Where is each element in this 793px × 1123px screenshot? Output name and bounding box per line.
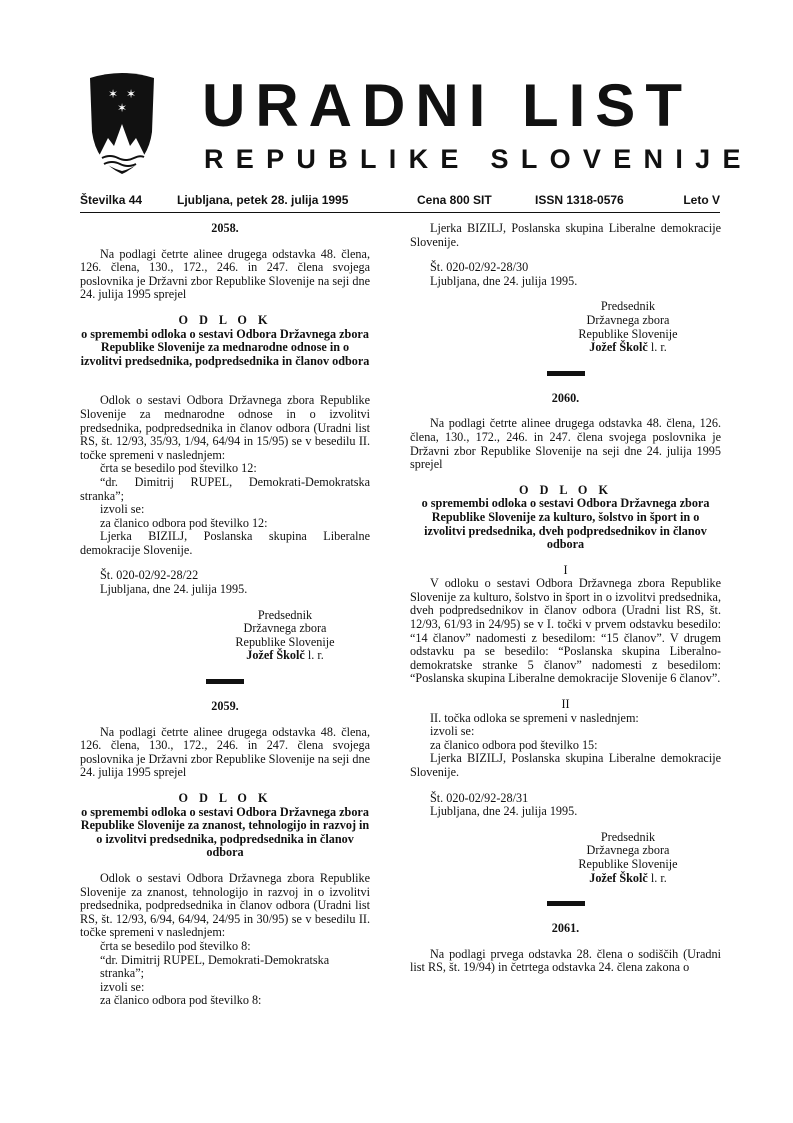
document-continuation: Ljerka BIZILJ, Poslanska skupina Liberalne demokracije Slovenije. bbox=[410, 221, 721, 249]
signature-state: Republike Slovenije bbox=[235, 634, 335, 649]
document-number: 2060. bbox=[551, 390, 580, 405]
issue-info-bar bbox=[80, 190, 720, 213]
document-line: za članico odbora pod številko 15: bbox=[430, 737, 598, 752]
document-heading: O D L O K bbox=[178, 791, 272, 805]
issue-number: Številka 44 bbox=[80, 193, 143, 207]
document-line: Ljerka BIZILJ, Poslanska skupina Liberalne demokracije Slovenije. bbox=[80, 529, 370, 557]
gazette-title: URADNI LIST bbox=[202, 72, 692, 139]
document-date: Ljubljana, dne 24. julija 1995. bbox=[430, 804, 578, 819]
document-body: Odlok o sestavi Odbora Državnega zbora Republike Slovenije za znanost, tehnologijo in razvoj in o izvolitvi predsednika, podpredsednika in članov odbora (Uradni list RS, št. 12/93, 6/94, 64/94, 24/95 in 30/95) se v besedilu II. točke spremeni v naslednjem: bbox=[80, 870, 370, 940]
document-title: o spremembi odloka o sestavi Odbora Državnega zbora Republike Slovenije za kulturo, šolstvo in šport in o izvolitvi predsednika, dveh podpredsednikov in članov odbora bbox=[421, 496, 710, 552]
signature-suffix: l. r. bbox=[647, 340, 667, 355]
document-line: “dr. Dimitrij RUPEL, Demokrati-Demokratska stranka”; bbox=[100, 952, 330, 981]
document-preamble: Na podlagi četrte alinee drugega odstavka 48. člena, 126. člena, 130., 172., 246. in 247. člena svojega poslovnika je Državni zbor Republike Slovenije na seji dne 24. julija 1995 sprejel bbox=[80, 246, 370, 302]
signature-state: Republike Slovenije bbox=[578, 326, 678, 341]
document-line: izvoli se: bbox=[430, 724, 475, 739]
issue-issn: ISSN 1318-0576 bbox=[535, 193, 624, 207]
issue-price: Cena 800 SIT bbox=[417, 193, 492, 207]
document-body: II. točka odloka se spremeni v naslednjem: bbox=[430, 710, 639, 725]
document-line: Ljerka BIZILJ, Poslanska skupina Liberalne demokracije Slovenije. bbox=[410, 751, 721, 779]
document-date: Ljubljana, dne 24. julija 1995. bbox=[430, 273, 578, 288]
document-body: Odlok o sestavi Odbora Državnega zbora Republike Slovenije za mednarodne odnose in o izvolitvi predsednika, podpredsednika in članov odbora (Uradni list RS, št. 12/93, 35/93, 1/94, 64/94 in 15/95) se v besedilu II. točke spremeni v naslednjem: bbox=[80, 393, 370, 462]
document-number: 2059. bbox=[211, 699, 239, 714]
gazette-subtitle: REPUBLIKE SLOVENIJE bbox=[204, 144, 753, 174]
svg-text:✶: ✶ bbox=[108, 87, 119, 101]
svg-text:✶: ✶ bbox=[126, 87, 137, 101]
issue-date: Ljubljana, petek 28. julija 1995 bbox=[177, 193, 349, 207]
issue-volume: Leto V bbox=[683, 193, 720, 207]
document-line: za članico odbora pod številko 8: bbox=[100, 993, 262, 1008]
left-column bbox=[80, 222, 370, 1008]
signature-suffix: l. r. bbox=[304, 648, 324, 663]
signature-block bbox=[80, 609, 370, 663]
signature-name-line bbox=[80, 649, 370, 663]
section-number: II bbox=[561, 697, 570, 712]
document-line: izvoli se: bbox=[100, 979, 145, 994]
document-line: črta se besedilo pod številko 8: bbox=[100, 938, 251, 953]
right-column bbox=[410, 222, 721, 975]
document-line: izvoli se: bbox=[100, 502, 145, 517]
document-title: o spremembi odloka o sestavi Odbora Državnega zbora Republike Slovenije za mednarodne odnose in o izvolitvi predsednika, podpredsednika in članov odbora bbox=[80, 326, 370, 368]
coat-of-arms-icon bbox=[88, 72, 156, 176]
document-reference: Št. 020-02/92-28/30 bbox=[430, 260, 529, 275]
document-line: črta se besedilo pod številko 12: bbox=[100, 461, 257, 476]
signature-block bbox=[410, 300, 721, 354]
document-title: o spremembi odloka o sestavi Odbora Državnega zbora Republike Slovenije za znanost, tehnologijo in razvoj in o izvolitvi predsednika, podpredsednika in članov odbora bbox=[80, 804, 370, 860]
document-preamble: Na podlagi četrte alinee drugega odstavka 48. člena, 126. člena, 130., 172., 246. in 247. člena svojega poslovnika je Državni zbor Republike Slovenije na seji dne 24. julija 1995 sprejel bbox=[410, 416, 721, 472]
signature-suffix: l. r. bbox=[647, 870, 667, 885]
document-date: Ljubljana, dne 24. julija 1995. bbox=[100, 582, 248, 597]
signature-name: Jožef Školč bbox=[589, 340, 648, 355]
signature-role: Predsednik bbox=[257, 607, 313, 622]
document-heading: O D L O K bbox=[178, 312, 272, 327]
document-number: 2061. bbox=[551, 921, 580, 936]
document-number: 2058. bbox=[211, 221, 239, 235]
document-heading: O D L O K bbox=[519, 482, 612, 497]
document-line: za članico odbora pod številko 12: bbox=[100, 515, 268, 530]
document-body: V odloku o sestavi Odbora Državnega zbora Republike Slovenije za kulturo, šolstvo in šport in o izvolitvi predsednika, dveh podpredsednikov in članov odbora (Uradni list RS, št. 12/93, 61/93 in 24/95) se v I. točki v prvem odstavku besedilo: “14 članov” nadomesti z besedilom: “15 članov”. V drugem odstavku pa se besedilo: “Poslanska skupina Liberalno-demokratske stranke 5 članov” nadomesti z besedilom: “Poslanska skupina Liberalne demokracije Slovenije 6 članov”. bbox=[410, 576, 721, 686]
signature-body: Državnega zbora bbox=[586, 312, 670, 327]
document-reference: Št. 020-02/92-28/31 bbox=[430, 790, 529, 805]
signature-role: Predsednik bbox=[600, 829, 656, 844]
signature-block bbox=[410, 831, 721, 885]
document-line: “dr. Dimitrij RUPEL, Demokrati-Demokratska stranka”; bbox=[80, 474, 370, 503]
document-preamble: Na podlagi četrte alinee drugega odstavka 48. člena, 126. člena, 130., 172., 246. in 247. člena svojega poslovnika je Državni zbor Republike Slovenije na seji dne 24. julija 1995 sprejel bbox=[80, 724, 370, 780]
signature-body: Državnega zbora bbox=[586, 843, 670, 858]
masthead bbox=[80, 70, 753, 180]
signature-name: Jožef Školč bbox=[589, 870, 648, 885]
signature-name-line bbox=[410, 341, 721, 355]
document-reference: Št. 020-02/92-28/22 bbox=[100, 568, 199, 583]
signature-name: Jožef Školč bbox=[246, 648, 305, 663]
document-preamble: Na podlagi prvega odstavka 28. člena o sodiščih (Uradni list RS, št. 19/94) in četrtega odstavka 24. člena zakona o bbox=[410, 946, 721, 975]
signature-body: Državnega zbora bbox=[243, 621, 327, 636]
svg-text:✶: ✶ bbox=[117, 101, 128, 115]
section-number: I bbox=[563, 562, 568, 577]
signature-name-line bbox=[410, 872, 721, 886]
signature-role: Predsednik bbox=[600, 299, 656, 314]
signature-state: Republike Slovenije bbox=[578, 856, 678, 871]
